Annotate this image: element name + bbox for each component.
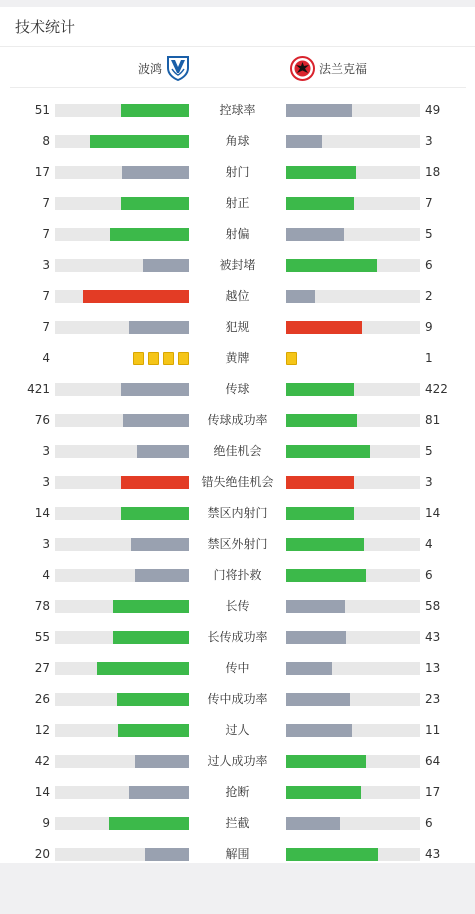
stat-row [0, 693, 475, 706]
away-bar [286, 383, 354, 396]
home-bar-track [55, 848, 189, 861]
stat-row [0, 538, 475, 551]
stats-panel [0, 7, 475, 863]
stat-row [0, 445, 475, 458]
away-bar-track [286, 569, 420, 582]
stat-row [0, 321, 475, 334]
home-bar-track [55, 259, 189, 272]
home-bar [113, 600, 189, 613]
stat-row [0, 228, 475, 241]
away-team[interactable] [290, 48, 367, 88]
team-header [10, 48, 466, 88]
home-stat-value: 421 [27, 382, 50, 396]
stat-label: 拦截 [225, 816, 250, 830]
away-bar-track [286, 724, 420, 737]
home-bar-track [55, 662, 189, 675]
away-bar-track [286, 662, 420, 675]
stat-label: 越位 [225, 289, 250, 303]
home-stat-value: 7 [42, 320, 50, 334]
stat-label: 角球 [225, 134, 250, 148]
away-stat-value: 5 [425, 444, 433, 458]
stat-row [0, 662, 475, 675]
stat-label: 绝佳机会 [213, 444, 262, 458]
home-bar [97, 662, 189, 675]
away-bar-track [286, 817, 420, 830]
stat-label: 抢断 [225, 785, 250, 799]
home-bar [121, 476, 189, 489]
home-team-crest-icon [166, 55, 190, 81]
away-bar [286, 135, 322, 148]
home-bar-track [55, 383, 189, 396]
home-bar-track [55, 476, 189, 489]
home-stat-value: 7 [42, 196, 50, 210]
stat-row [0, 290, 475, 303]
away-stat-value: 7 [425, 196, 433, 210]
stat-row [0, 197, 475, 210]
home-stat-value: 4 [42, 351, 50, 365]
stat-label: 传球成功率 [207, 413, 268, 427]
away-bar-track [286, 290, 420, 303]
away-bar-track [286, 259, 420, 272]
home-stat-value: 12 [34, 723, 50, 737]
stat-label: 长传 [225, 599, 250, 613]
away-stat-value: 9 [425, 320, 433, 334]
home-bar [83, 290, 189, 303]
away-team-crest-icon [290, 56, 315, 81]
home-stat-value: 27 [34, 661, 50, 675]
stat-row [0, 600, 475, 613]
stat-label: 控球率 [219, 103, 256, 117]
away-bar-track [286, 538, 420, 551]
home-bar [129, 321, 189, 334]
home-bar-track [55, 755, 189, 768]
away-bar-track [286, 166, 420, 179]
stat-label: 禁区内射门 [207, 506, 268, 520]
yellow-card-icon [286, 352, 297, 365]
stat-label: 被封堵 [219, 258, 256, 272]
home-bar [113, 631, 189, 644]
home-stat-value: 7 [42, 289, 50, 303]
away-stat-value: 23 [425, 692, 441, 706]
away-stat-value: 5 [425, 227, 433, 241]
away-bar-track [286, 693, 420, 706]
away-bar [286, 476, 354, 489]
home-bar [143, 259, 189, 272]
away-stat-value: 2 [425, 289, 433, 303]
yellow-card-icon [133, 352, 144, 365]
home-bar [123, 414, 189, 427]
stat-row [0, 755, 475, 768]
home-bar [121, 507, 189, 520]
home-stat-value: 3 [42, 444, 50, 458]
home-bar [131, 538, 189, 551]
home-bar-track [55, 290, 189, 303]
stat-label: 黄牌 [225, 351, 250, 365]
away-stat-value: 64 [425, 754, 441, 768]
home-bar [121, 104, 189, 117]
away-stat-value: 6 [425, 258, 433, 272]
away-bar [286, 290, 315, 303]
stat-row [0, 786, 475, 799]
stat-row [0, 724, 475, 737]
away-bar [286, 600, 345, 613]
away-bar-track [286, 786, 420, 799]
home-stat-value: 76 [34, 413, 50, 427]
away-stat-value: 3 [425, 134, 433, 148]
home-bar [121, 197, 189, 210]
away-stat-value: 422 [425, 382, 448, 396]
stat-label: 过人成功率 [207, 754, 268, 768]
home-bar-track [55, 507, 189, 520]
stat-row [0, 507, 475, 520]
stat-label: 传中成功率 [207, 692, 268, 706]
stat-row [0, 817, 475, 830]
stat-row [0, 848, 475, 861]
stat-label: 射偏 [225, 227, 250, 241]
home-bar-track [55, 228, 189, 241]
stat-label: 犯规 [225, 320, 250, 334]
home-bar [109, 817, 189, 830]
home-bar [118, 724, 189, 737]
away-stat-value: 6 [425, 568, 433, 582]
stat-row [0, 259, 475, 272]
away-bar [286, 786, 361, 799]
home-bar [137, 445, 189, 458]
away-bar-track [286, 476, 420, 489]
home-bar [110, 228, 189, 241]
away-stat-value: 49 [425, 103, 441, 117]
away-stat-value: 11 [425, 723, 441, 737]
home-bar [135, 755, 189, 768]
panel-title: 技术统计 [0, 7, 475, 47]
stat-label: 长传成功率 [207, 630, 268, 644]
home-bar-track [55, 414, 189, 427]
home-stat-value: 42 [34, 754, 50, 768]
home-bar-track [55, 817, 189, 830]
stat-label: 射门 [225, 165, 250, 179]
away-stat-value: 58 [425, 599, 441, 613]
away-stat-value: 1 [425, 351, 433, 365]
home-bar-track [55, 600, 189, 613]
away-bar [286, 538, 364, 551]
home-bar [117, 693, 189, 706]
home-team-name: 波鸿 [138, 61, 163, 76]
away-bar [286, 848, 378, 861]
stat-row [0, 383, 475, 396]
away-bar-track [286, 507, 420, 520]
home-stat-value: 78 [34, 599, 50, 613]
home-bar [145, 848, 189, 861]
stat-row [0, 104, 475, 117]
home-stat-value: 14 [34, 785, 50, 799]
home-team[interactable] [138, 48, 190, 88]
stat-row [0, 352, 475, 365]
away-bar [286, 104, 352, 117]
home-bar-track [55, 693, 189, 706]
home-bar-track [55, 104, 189, 117]
away-stat-value: 18 [425, 165, 441, 179]
home-yellow-cards [133, 352, 189, 365]
away-bar [286, 693, 350, 706]
yellow-card-icon [163, 352, 174, 365]
home-stat-value: 9 [42, 816, 50, 830]
home-bar [122, 166, 189, 179]
home-bar [135, 569, 189, 582]
away-bar-track [286, 631, 420, 644]
away-bar-track [286, 755, 420, 768]
stat-label: 解围 [225, 847, 250, 861]
away-bar [286, 662, 332, 675]
yellow-card-icon [148, 352, 159, 365]
away-stat-value: 3 [425, 475, 433, 489]
stat-row [0, 166, 475, 179]
home-stat-value: 51 [34, 103, 50, 117]
home-bar-track [55, 197, 189, 210]
away-bar [286, 569, 366, 582]
away-stat-value: 14 [425, 506, 441, 520]
away-yellow-cards [286, 352, 297, 365]
stat-label: 禁区外射门 [207, 537, 268, 551]
away-bar [286, 507, 354, 520]
stat-row [0, 476, 475, 489]
away-team-name: 法兰克福 [319, 61, 368, 76]
away-bar-track [286, 197, 420, 210]
away-bar [286, 724, 352, 737]
home-stat-value: 14 [34, 506, 50, 520]
away-bar [286, 755, 366, 768]
away-bar-track [286, 414, 420, 427]
away-bar [286, 166, 356, 179]
home-bar-track [55, 724, 189, 737]
home-bar-track [55, 786, 189, 799]
away-bar [286, 321, 362, 334]
away-bar [286, 445, 370, 458]
home-stat-value: 26 [34, 692, 50, 706]
away-bar [286, 817, 340, 830]
away-stat-value: 13 [425, 661, 441, 675]
home-stat-value: 17 [34, 165, 50, 179]
home-bar-track [55, 445, 189, 458]
away-bar [286, 228, 344, 241]
home-stat-value: 55 [34, 630, 50, 644]
away-bar-track [286, 445, 420, 458]
home-bar-track [55, 538, 189, 551]
stat-label: 传中 [225, 661, 250, 675]
away-bar [286, 197, 354, 210]
yellow-card-icon [178, 352, 189, 365]
stat-label: 传球 [225, 382, 250, 396]
stat-label: 错失绝佳机会 [201, 475, 274, 489]
home-stat-value: 20 [34, 847, 50, 861]
home-stat-value: 8 [42, 134, 50, 148]
stat-label: 门将扑救 [213, 568, 262, 582]
stat-label: 射正 [225, 196, 250, 210]
away-stat-value: 4 [425, 537, 433, 551]
away-stat-value: 43 [425, 847, 441, 861]
away-stat-value: 6 [425, 816, 433, 830]
home-stat-value: 7 [42, 227, 50, 241]
away-stat-value: 81 [425, 413, 441, 427]
home-stat-value: 4 [42, 568, 50, 582]
home-stat-value: 3 [42, 475, 50, 489]
home-stat-value: 3 [42, 537, 50, 551]
away-bar [286, 631, 346, 644]
away-bar-track [286, 383, 420, 396]
away-bar-track [286, 321, 420, 334]
stat-label: 过人 [225, 723, 250, 737]
home-bar-track [55, 166, 189, 179]
home-bar [90, 135, 189, 148]
stat-row [0, 414, 475, 427]
stat-row [0, 631, 475, 644]
home-bar-track [55, 569, 189, 582]
away-bar-track [286, 104, 420, 117]
away-bar-track [286, 600, 420, 613]
stat-row [0, 135, 475, 148]
away-bar-track [286, 228, 420, 241]
stat-row [0, 569, 475, 582]
away-bar-track [286, 135, 420, 148]
away-stat-value: 43 [425, 630, 441, 644]
home-bar [129, 786, 189, 799]
home-bar-track [55, 631, 189, 644]
away-bar [286, 414, 357, 427]
home-bar-track [55, 135, 189, 148]
away-bar [286, 259, 377, 272]
away-bar-track [286, 848, 420, 861]
home-bar-track [55, 321, 189, 334]
home-bar [121, 383, 189, 396]
home-stat-value: 3 [42, 258, 50, 272]
away-stat-value: 17 [425, 785, 441, 799]
